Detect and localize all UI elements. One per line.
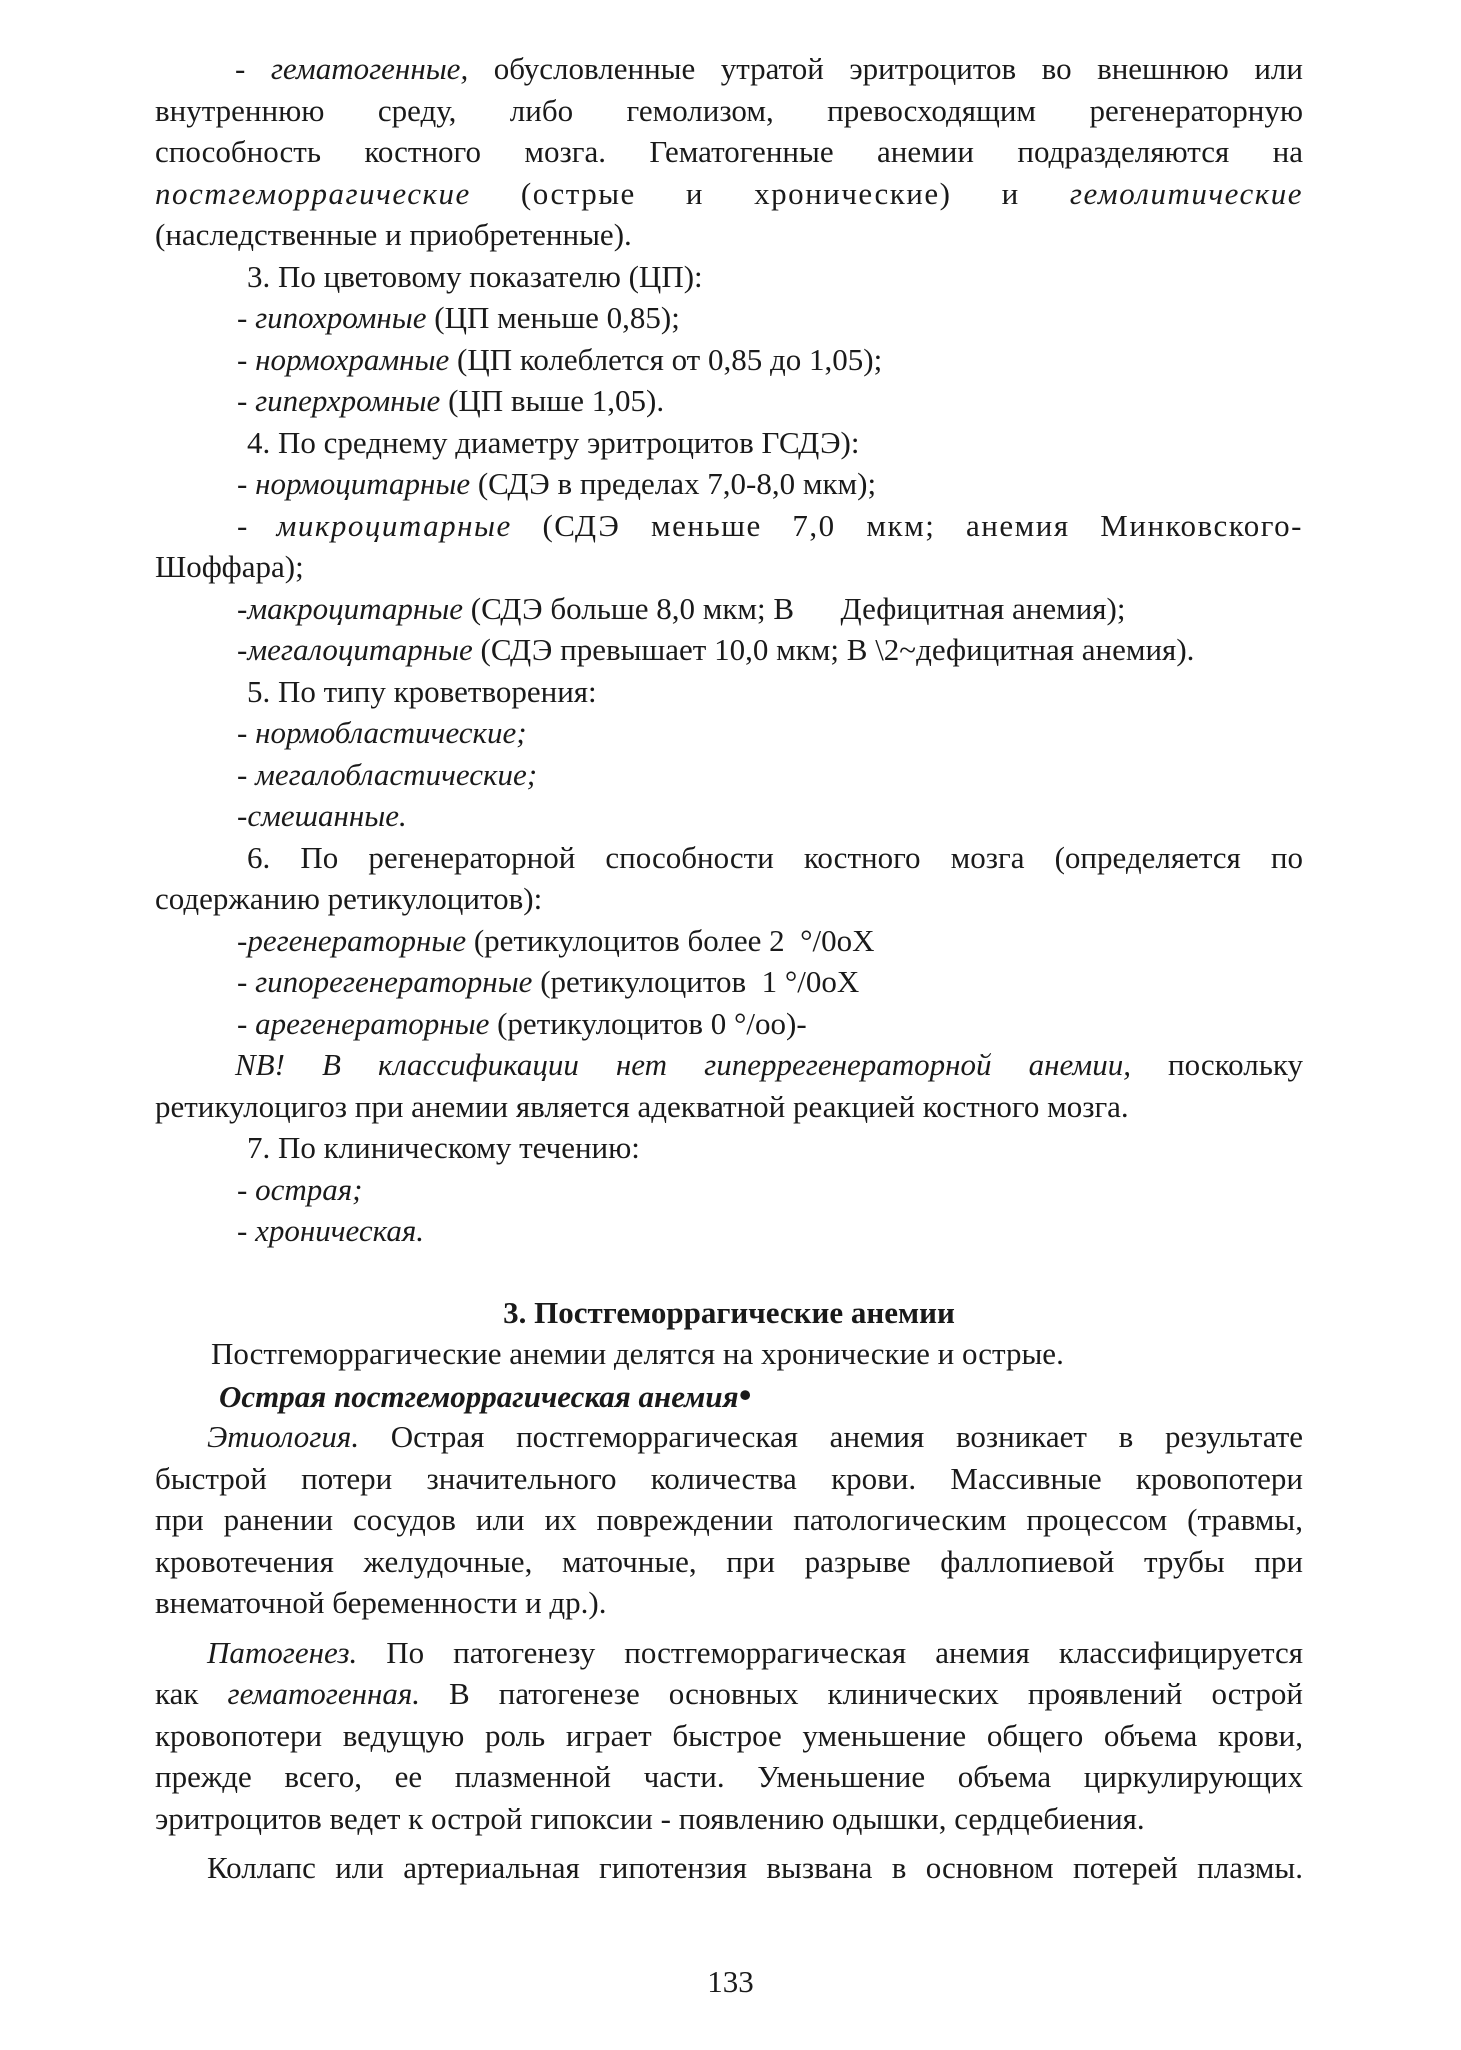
text-line: как гематогенная. В патогенезе основных клинических проявлений острой — [155, 1676, 1303, 1711]
text-line: внематочной беременности и др.). — [155, 1585, 607, 1620]
text-line: способность костного мозга. Гематогенные анемии подразделяются на — [155, 134, 1303, 169]
text-line: быстрой потери значительного количества крови. Массивные кровопотери — [155, 1460, 1303, 1496]
text-line: Постгеморрагические анемии делятся на хронические и острые. — [211, 1336, 1064, 1371]
list-item: - арегенераторные (ретикулоцитов 0 °/оо)- — [237, 1005, 807, 1041]
list-item: - нормохрамные (ЦП колеблется от 0,85 до 1,05); — [237, 341, 883, 377]
text-line: эритроцитов ведет к острой гипоксии - появлению одышки, сердцебиения. — [155, 1800, 1145, 1836]
section-item-heading: 3. По цветовому показателю (ЦП): — [247, 258, 703, 294]
bullet-dot: • — [738, 1374, 752, 1415]
text-line: (наследственные и приобретенные). — [155, 217, 632, 252]
text-line: ретикулоцигоз при анемии является адекватной реакцией костного мозга. — [155, 1088, 1129, 1124]
list-item: - гиперхромные (ЦП выше 1,05). — [237, 383, 665, 418]
section-heading: 3. Постгеморрагические анемии — [503, 1294, 955, 1330]
list-item: - гипохромные (ЦП меньше 0,85); — [237, 300, 680, 335]
list-item: -макроцитарные (СДЭ больше 8,0 мкм; В Дефицитная анемия); — [237, 590, 1126, 626]
text-line: кровопотери ведущую роль играет быстрое уменьшение общего объема крови, — [155, 1717, 1303, 1753]
page-number: 133 — [707, 1964, 754, 1999]
text-line: Этиология. Острая постгеморрагическая анемия возникает в результате — [207, 1419, 1303, 1454]
list-item: - микроцитарные (СДЭ меньше 7,0 мкм; анемия Минковского- — [237, 507, 1303, 543]
section-item-heading: 5. По типу кроветворения: — [247, 673, 597, 709]
text-line: Патогенез. По патогенезу постгеморрагическая анемия классифицируется — [207, 1634, 1303, 1670]
text-line: постгеморрагические (острые и хронические) и гемолитические — [155, 175, 1303, 211]
text-line: при ранении сосудов или их повреждении патологическим процессом (травмы, — [155, 1502, 1303, 1537]
text-line: кровотечения желудочные, маточные, при разрыве фаллопиевой трубы при — [155, 1543, 1303, 1579]
list-item: -смешанные. — [237, 798, 407, 833]
text-line: - гематогенные, обусловленные утратой эритроцитов во внешнюю или — [235, 51, 1303, 86]
list-item: - острая; — [237, 1171, 363, 1207]
section-item-heading: 6. По регенераторной способности костного мозга (определяется по — [247, 839, 1303, 875]
list-item: - нормоцитарные (СДЭ в пределах 7,0-8,0 мкм); — [237, 466, 877, 501]
text-line: Коллапс или артериальная гипотензия вызвана в основном потерей плазмы. — [207, 1850, 1303, 1885]
list-item: - мегалобластические; — [237, 756, 538, 792]
text-line: содержанию ретикулоцитов): — [155, 881, 543, 916]
section-item-heading: 4. По среднему диаметру эритроцитов ГСДЭ): — [247, 424, 860, 460]
section-item-heading: 7. По клиническому течению: — [247, 1130, 640, 1165]
text-line: прежде всего, ее плазменной части. Уменьшение объема циркулирующих — [155, 1759, 1303, 1794]
text-line: Шоффара); — [155, 549, 304, 584]
list-item: -мегалоцитарные (СДЭ превышает 10,0 мкм; В \2~дефицитная анемия). — [237, 632, 1195, 667]
list-item: - хроническая. — [237, 1213, 425, 1248]
note-line: NB! В классификации нет гиперрегенераторной анемии, поскольку — [235, 1047, 1303, 1082]
list-item: - гипорегенераторные (ретикулоцитов 1 °/0оХ — [237, 964, 860, 999]
subsection-heading: Острая постгеморрагическая анемия• — [219, 1374, 752, 1415]
list-item: -регенераторные (ретикулоцитов более 2 °/0оХ — [237, 922, 875, 958]
text-line: внутреннюю среду, либо гемолизом, превосходящим регенераторную — [155, 92, 1303, 128]
list-item: - нормобластические; — [237, 715, 527, 750]
